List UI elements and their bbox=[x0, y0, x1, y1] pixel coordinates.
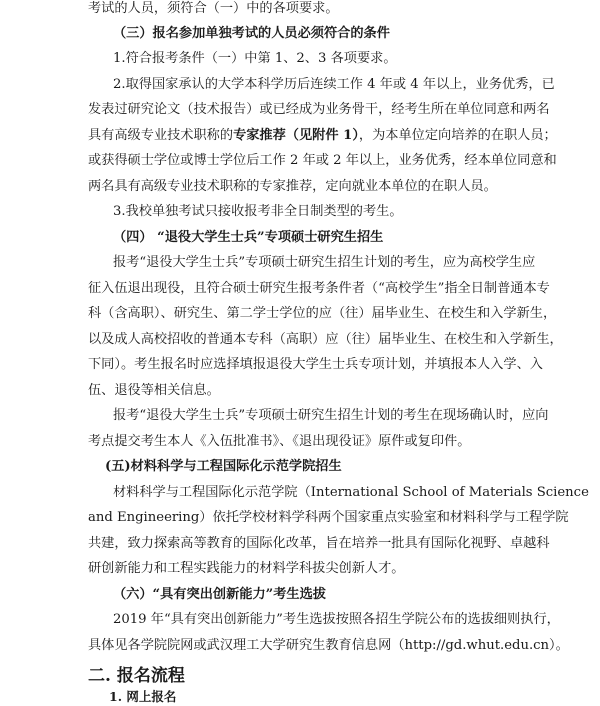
text-line-mixed bbox=[88, 127, 557, 145]
subsection-heading: （三）报名参加单独考试的人员必须符合的条件 bbox=[113, 26, 390, 41]
text-segment: ，为本单位定向培养的在职人员； bbox=[358, 128, 557, 143]
text-line: 1.符合报考条件（一）中第 1、2、3 各项要求。 bbox=[113, 51, 397, 66]
text-line: 考点提交考生本人《入伍批准书》、《退出现役证》原件或复印件。 bbox=[88, 434, 471, 449]
section-title: 二. 报名流程 bbox=[88, 666, 185, 686]
text-line: 征入伍退出现役，且符合硕士研究生报考条件者（“高校学生”指全日制普通本专 bbox=[88, 281, 550, 296]
text-line: 共建，致力探索高等教育的国际化改革，旨在培养一批具有国际化视野、卓越科 bbox=[88, 536, 550, 551]
text-line: 或获得硕士学位或博士学位后工作 2 年或 2 年以上，业务优秀，经本单位同意和 bbox=[88, 153, 557, 168]
step-heading: 1. 网上报名 bbox=[109, 689, 177, 704]
subsection-heading: （六）“具有突出创新能力”考生选拔 bbox=[113, 587, 326, 602]
text-line: 材料科学与工程国际化示范学院（International School of Materials Science bbox=[113, 485, 589, 500]
text-line: 下同）。考生报名时应选择填报退役大学生士兵专项计划，并填报本人入学、入 bbox=[88, 357, 543, 372]
text-line: 2.取得国家承认的大学本科学历后连续工作 4 年或 4 年以上，业务优秀，已 bbox=[113, 77, 555, 92]
text-line: and Engineering）依托学校材料学科两个国家重点实验室和材料科学与工程学院 bbox=[88, 510, 569, 525]
text-line: 科（含高职）、研究生、第二学士学位的应（往）届毕业生、在校生和入学新生， bbox=[88, 306, 557, 321]
text-line: 2019 年“具有突出创新能力”考生选拔按照各招生学院公布的选拔细则执行， bbox=[113, 612, 560, 627]
text-line: 具体见各学院院网或武汉理工大学研究生教育信息网（http://gd.whut.edu.cn）。 bbox=[88, 638, 569, 653]
text-line: 报考“退役大学生士兵”专项硕士研究生招生计划的考生在现场确认时，应向 bbox=[113, 408, 549, 423]
expert-recommendation-emphasis: 专家推荐（见附件 1） bbox=[233, 128, 359, 143]
subsection-heading: (五)材料科学与工程国际化示范学院招生 bbox=[105, 459, 342, 474]
subsection-heading: （四） “退役大学生士兵”专项硕士研究生招生 bbox=[113, 230, 384, 245]
text-segment: 具有高级专业技术职称的 bbox=[88, 128, 234, 143]
text-line: 研创新能力和工程实践能力的材料学科拔尖创新人才。 bbox=[88, 561, 405, 576]
text-line: 两名具有高级专业技术职称的专家推荐，定向就业本单位的在职人员。 bbox=[88, 179, 497, 194]
text-line: 考试的人员，须符合（一）中的各项要求。 bbox=[88, 1, 339, 16]
text-line: 3.我校单独考试只接收报考非全日制类型的考生。 bbox=[113, 204, 403, 219]
text-line: 以及成人高校招收的普通本专科（高职）应（往）届毕业生、在校生和入学新生， bbox=[88, 332, 563, 347]
text-line: 报考“退役大学生士兵”专项硕士研究生招生计划的考生，应为高校学生应 bbox=[113, 255, 536, 270]
text-line: 伍、退役等相关信息。 bbox=[88, 383, 220, 398]
text-line: 发表过研究论文（技术报告）或已经成为业务骨干，经考生所在单位同意和两名 bbox=[88, 102, 550, 117]
